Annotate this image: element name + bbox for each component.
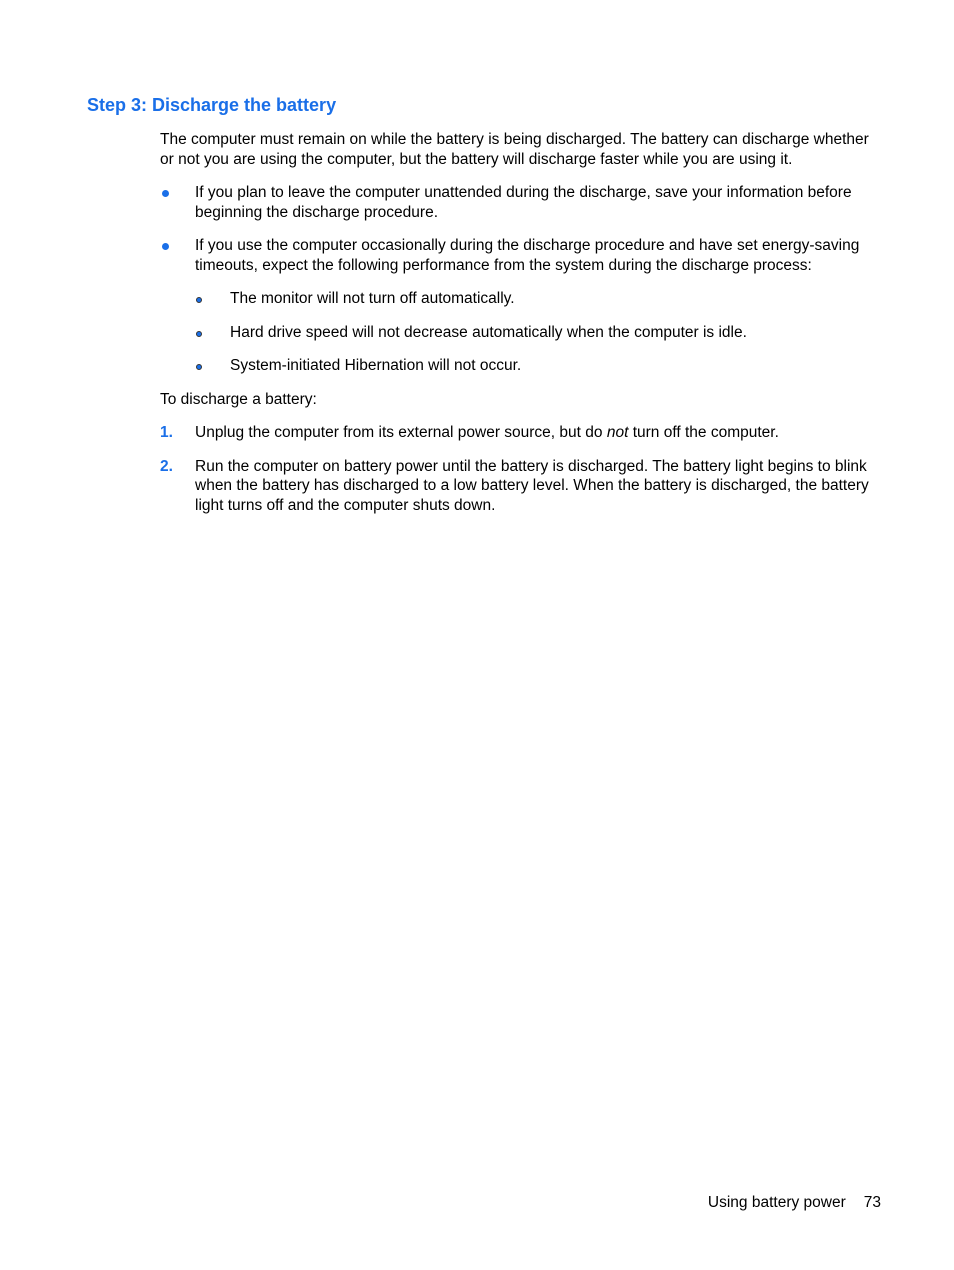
step-number: 1. xyxy=(160,424,173,441)
sub-bullet-list xyxy=(195,289,884,376)
step-item xyxy=(160,423,884,443)
step-emphasis: not xyxy=(606,424,629,441)
bullet-list xyxy=(160,183,884,376)
step-list xyxy=(160,423,884,515)
footer-section-title: Using battery power xyxy=(707,1194,846,1211)
bullet-item xyxy=(160,236,884,376)
bullet-dot-icon xyxy=(162,190,169,197)
hollow-circle-icon xyxy=(196,331,202,337)
sub-bullet-text: The monitor will not turn off automatically. xyxy=(230,290,515,307)
procedure-intro: To discharge a battery: xyxy=(160,390,317,408)
page-number: 73 xyxy=(863,1194,881,1211)
hollow-circle-icon xyxy=(196,364,202,370)
sub-bullet-item xyxy=(195,289,884,309)
step-number: 2. xyxy=(160,457,173,475)
bullet-text: If you use the computer occasionally during the discharge procedure and have set energy-saving timeouts, expect the following performance from the system during the discharge process: xyxy=(195,237,860,274)
sub-bullet-text: Hard drive speed will not decrease automatically when the computer is idle. xyxy=(230,323,747,341)
bullet-item xyxy=(160,183,884,222)
page-footer xyxy=(708,1193,881,1213)
bullet-text: If you plan to leave the computer unattended during the discharge, save your information before beginning the discharge procedure. xyxy=(195,184,852,221)
step-text-after: turn off the computer. xyxy=(628,424,779,441)
step-item xyxy=(160,457,884,516)
step-text: Run the computer on battery power until the battery is discharged. The battery light begins to blink when the battery has discharged to a low battery level. When the battery is discharged, the battery light turns off and the computer shuts down. xyxy=(195,457,869,514)
sub-bullet-item xyxy=(195,356,884,376)
section-heading: Step 3: Discharge the battery xyxy=(87,95,337,115)
intro-paragraph: The computer must remain on while the battery is being discharged. The battery can discharge whether or not you are using the computer, but the battery will discharge faster while you are using it. xyxy=(160,131,869,168)
sub-bullet-text: System-initiated Hibernation will not occur. xyxy=(230,357,522,374)
section-body xyxy=(160,130,884,529)
step-text-before: Unplug the computer from its external power source, but do xyxy=(195,424,607,441)
hollow-circle-icon xyxy=(196,297,202,303)
bullet-dot-icon xyxy=(162,243,169,250)
sub-bullet-item xyxy=(195,323,884,343)
